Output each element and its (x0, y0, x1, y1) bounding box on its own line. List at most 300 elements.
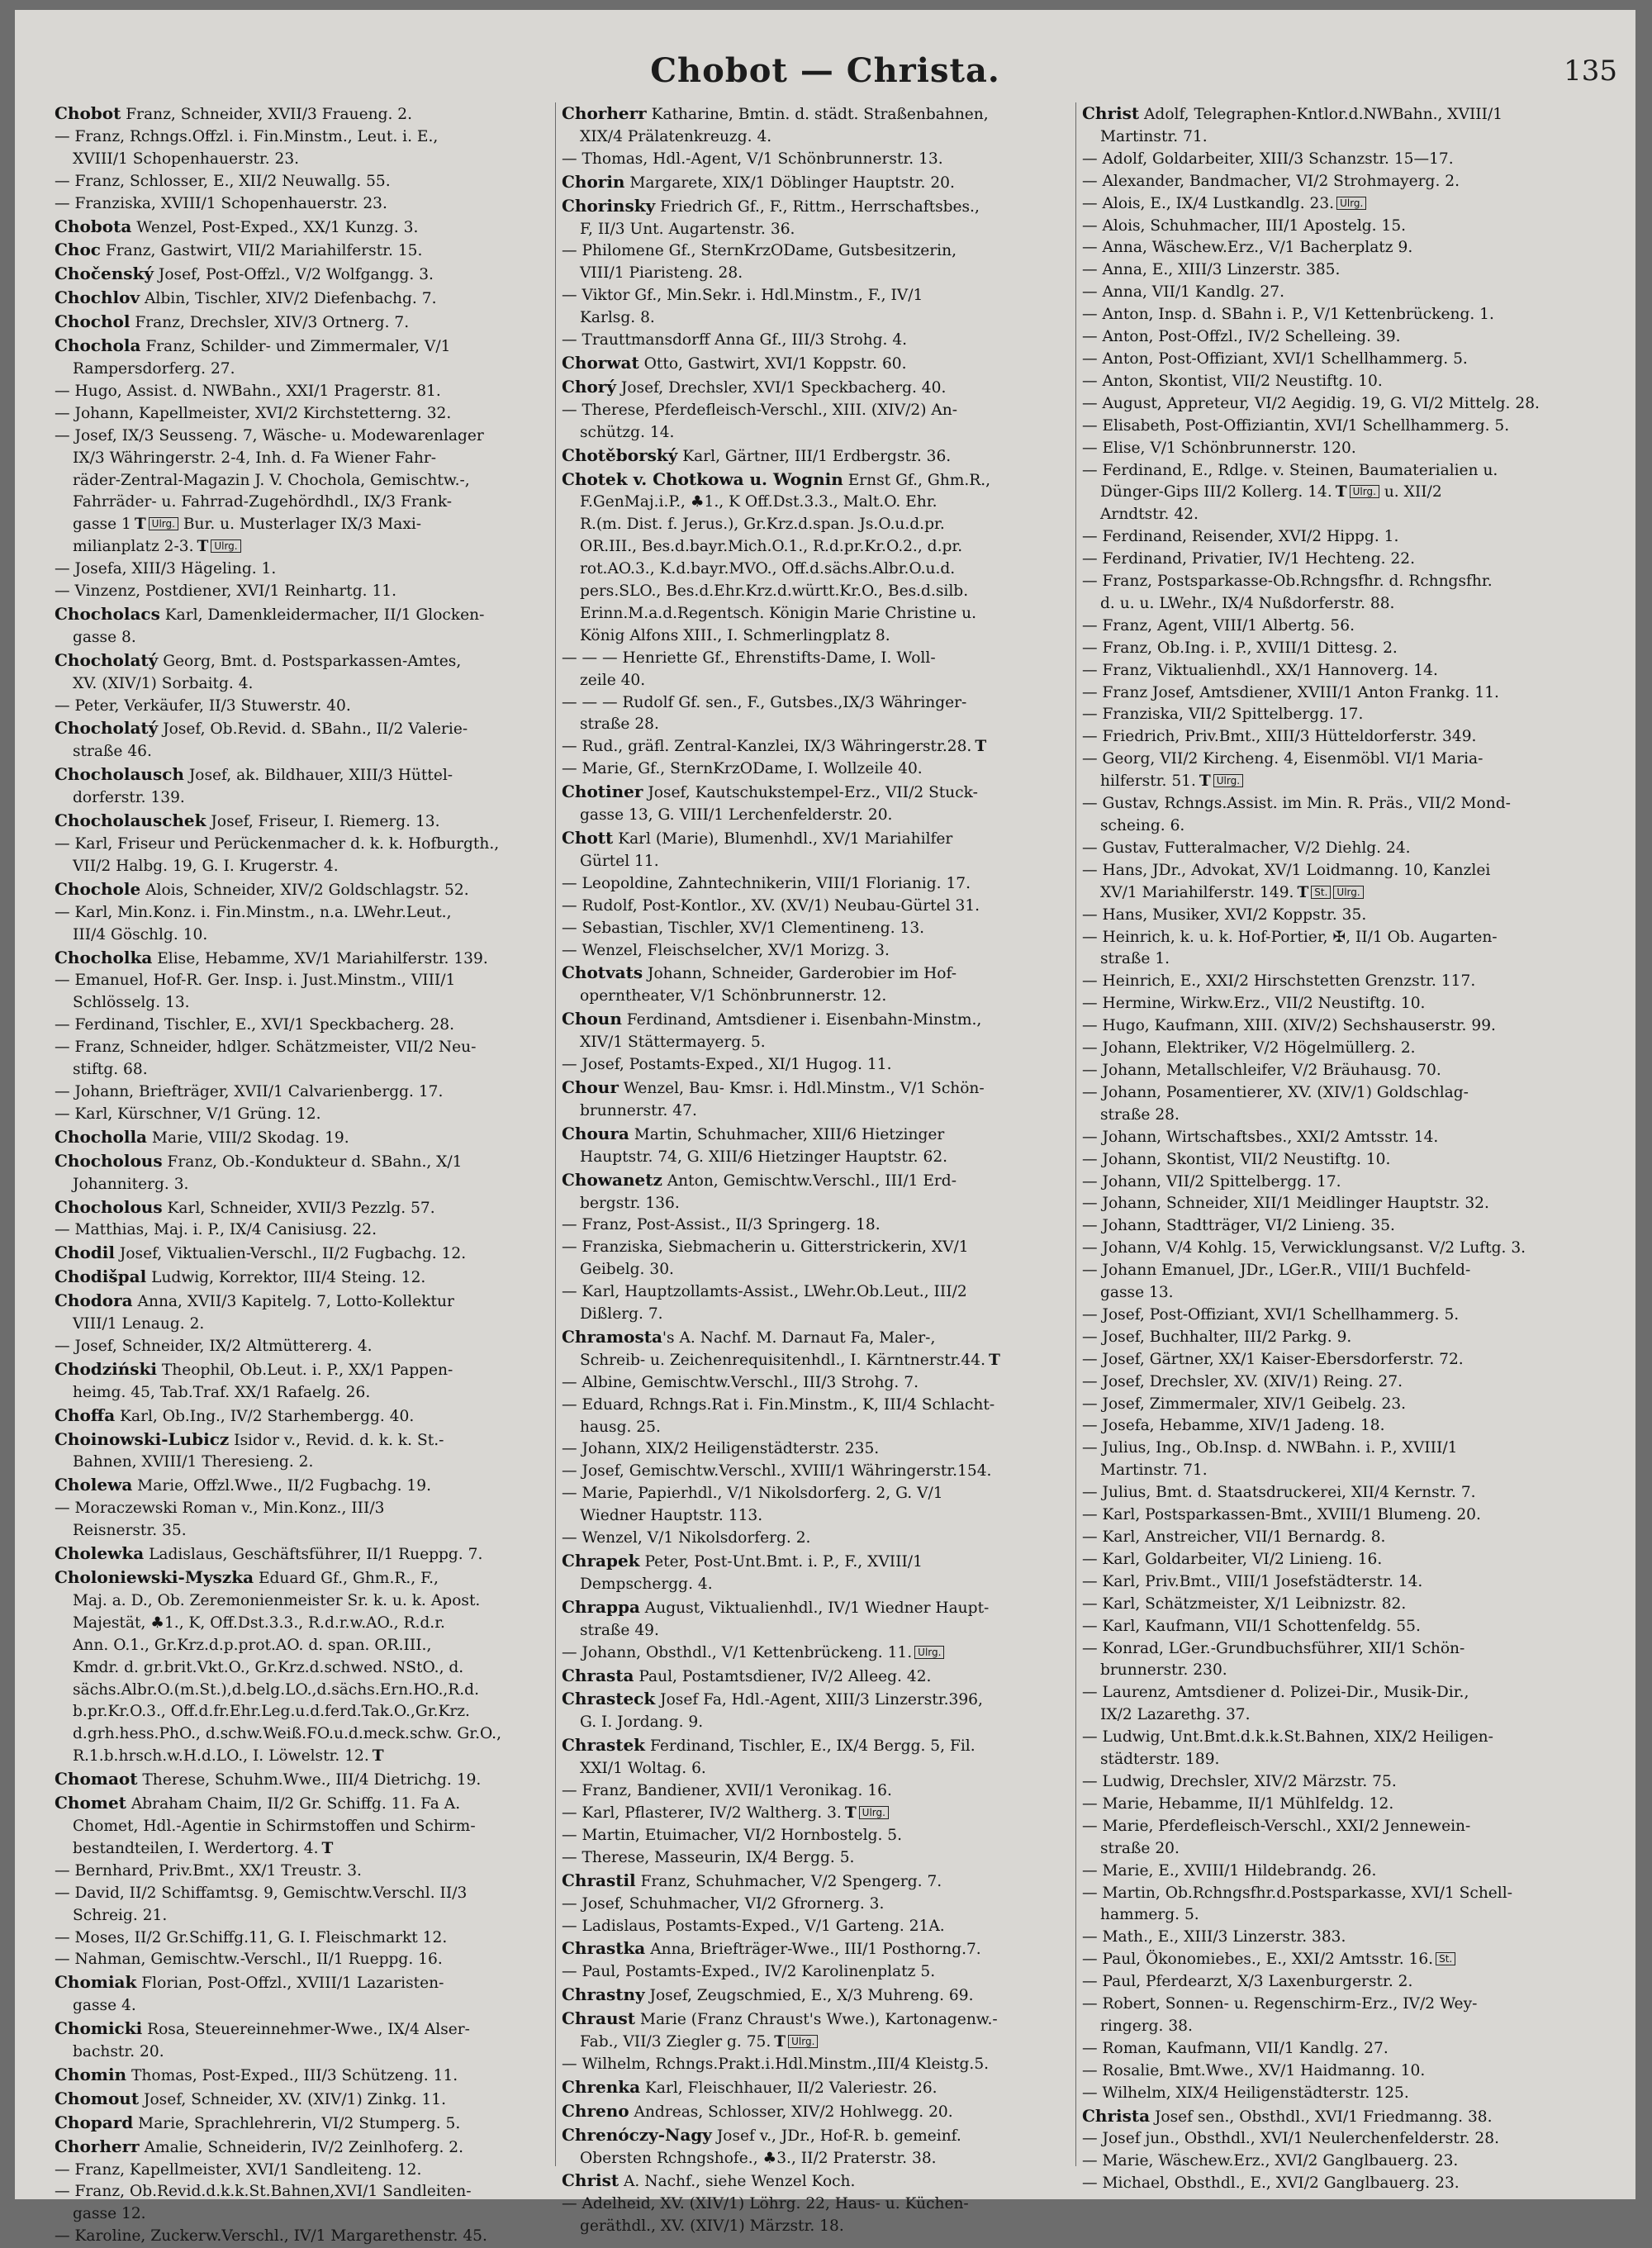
entry-text: — Rosalie, Bmt.Wwe., XV/1 Haidmanng. 10. (1082, 2061, 1426, 2079)
entry-surname: Chomaot (55, 1769, 138, 1789)
directory-entry (55, 216, 562, 240)
directory-entry-line (562, 1620, 1077, 1642)
entry-text: gasse 8. (73, 628, 136, 646)
directory-entry-line (55, 470, 562, 492)
entry-text: Eduard Gf., Ghm.R., F., (254, 1570, 439, 1587)
directory-entry-line (1082, 1149, 1611, 1172)
entry-text: — Albine, Gemischtw.Verschl., III/3 Strohg. 7. (562, 1373, 919, 1391)
directory-entry-line (55, 1680, 562, 1702)
entry-text: d.grh.hess.PhO., d.schw.Weiß.FO.u.d.meck.schw. Gr.O., (73, 1725, 502, 1743)
directory-entry (55, 878, 562, 902)
directory-entry-line (1082, 1838, 1611, 1861)
directory-entry-line (562, 1642, 1077, 1665)
directory-entry-line (1082, 2016, 1611, 2038)
directory-entry-line (1082, 860, 1611, 882)
entry-surname: Chochola (55, 335, 141, 356)
entry-surname: Cholewa (55, 1475, 133, 1495)
entry-text: — Marie, Hebamme, II/1 Mühlfeldg. 12. (1082, 1794, 1394, 1813)
telephone-mark: T (844, 1804, 857, 1822)
entry-text: — Philomene Gf., SternKrzODame, Gutsbesitzerin, (562, 242, 957, 260)
directory-entry-line (1082, 615, 1611, 638)
directory-entry-line (1082, 1305, 1611, 1327)
entry-text: — Martin, Ob.Rchngsfhr.d.Postsparkasse, XVI/1 Schell- (1082, 1884, 1512, 1902)
entry-text: F.GenMaj.i.P., ♣1., K Off.Dst.3.3., Malt.O. Ehr. (580, 493, 938, 511)
entry-text: ringerg. 38. (1100, 2017, 1193, 2035)
directory-entry-line (1082, 971, 1611, 993)
entry-text: straße 20. (1100, 1839, 1180, 1857)
entry-text: — Johann, Obsthdl., V/1 Kettenbrückeng. 11. (562, 1643, 913, 1661)
directory-entry (562, 2124, 1077, 2148)
entry-text: Andreas, Schlosser, XIV/2 Hohlwegg. 20. (629, 2103, 953, 2121)
directory-entry-line (562, 1395, 1077, 1417)
entry-text: XV. (XIV/1) Sorbaitg. 4. (73, 674, 254, 692)
directory-entry-line (1082, 1904, 1611, 1927)
directory-entry-line (1082, 1549, 1611, 1571)
directory-entry-line (1082, 1015, 1611, 1038)
entry-text: Geibelg. 30. (580, 1261, 674, 1279)
phone-badge: St. (1436, 1952, 1455, 1965)
entry-text: — Franz, Rchngs.Offzl. i. Fin.Minstm., Leut. i. E., (55, 127, 439, 145)
directory-entry (562, 2100, 1077, 2124)
directory-entry-line (1082, 193, 1611, 216)
directory-entry-line (55, 741, 562, 763)
directory-entry (1082, 102, 1611, 126)
entry-surname: Chorherr (55, 2136, 140, 2156)
directory-entry-line (1082, 1460, 1611, 1482)
directory-entry-line (1082, 1415, 1611, 1438)
entry-text: VIII/1 Piaristeng. 28. (580, 264, 743, 283)
entry-text: Josef sen., Obsthdl., XVI/1 Friedmanng. 38. (1150, 2108, 1493, 2126)
directory-entry-line (1082, 838, 1611, 860)
directory-entry-line (1082, 1749, 1611, 1771)
entry-text: bergstr. 136. (580, 1194, 680, 1212)
directory-entry-line (55, 1336, 562, 1358)
directory-entry-line (1082, 1527, 1611, 1549)
directory-entry-line (562, 422, 1077, 444)
entry-text: — Anna, Wäschew.Erz., V/1 Bacherplatz 9. (1082, 239, 1413, 257)
directory-entry-line (55, 581, 562, 603)
entry-text: Arndtstr. 42. (1100, 506, 1199, 524)
entry-text: Karlsg. 8. (580, 309, 655, 327)
entry-text: — Robert, Sonnen- u. Regenschirm-Erz., IV/2 Wey- (1082, 1995, 1478, 2013)
entry-surname: Chomiak (55, 1972, 137, 1993)
phone-badge: Ulrg. (788, 2035, 818, 2048)
phone-badge: St. (1311, 886, 1331, 899)
directory-entry-line (562, 1505, 1077, 1528)
entry-text: — Emanuel, Hof-R. Ger. Insp. i. Just.Minstm., VIII/1 (55, 972, 456, 990)
entry-surname: Christ (562, 2170, 620, 2191)
entry-text: Obersten Rchngshofe., ♣3., II/2 Praterstr. 38. (580, 2149, 937, 2167)
entry-text: — August, Appreteur, VI/2 Aegidig. 19, G. VI/2 Mittelg. 28. (1082, 394, 1540, 412)
entry-surname: Chrastil (562, 1870, 636, 1890)
entry-text: straße 49. (580, 1621, 659, 1639)
entry-text: 's A. Nachf. M. Darnaut Fa, Maler-, (662, 1328, 936, 1347)
directory-entry-line (55, 558, 562, 581)
directory-entry-line (562, 1032, 1077, 1054)
directory-entry-line (1082, 1816, 1611, 1838)
directory-entry (562, 781, 1077, 805)
entry-text: — Hermine, Wirkw.Erz., VII/2 Neustiftg. 10. (1082, 995, 1426, 1013)
entry-text: — Sebastian, Tischler, XV/1 Clementineng. 13. (562, 919, 925, 937)
entry-text: — Johann, Kapellmeister, XVI/2 Kirchstetterng. 32. (55, 404, 452, 422)
entry-text: Reisnerstr. 35. (73, 1522, 187, 1540)
entry-text: — Hans, Musiker, XVI/2 Koppstr. 35. (1082, 905, 1367, 924)
entry-text: b.pr.Kr.O.3., Off.d.fr.Ehr.Leg.u.d.ferd.Tak.O.,Gr.Krz. (73, 1703, 470, 1721)
directory-entry (55, 1266, 562, 1290)
entry-text: Johanniterg. 3. (73, 1175, 189, 1193)
directory-entry-line (562, 240, 1077, 263)
directory-entry (55, 717, 562, 741)
entry-surname: Chocholatý (55, 649, 159, 670)
entry-surname: Choc (55, 240, 101, 260)
directory-entry (562, 1870, 1077, 1894)
entry-text: Florian, Post-Offzl., XVIII/1 Lazaristen- (136, 1975, 444, 1993)
entry-text: brunnerstr. 230. (1100, 1661, 1227, 1680)
directory-entry (562, 1123, 1077, 1147)
directory-entry (55, 1428, 562, 1452)
entry-text: Chomet, Hdl.-Agentie in Schirmstoffen und Schirm- (73, 1817, 476, 1835)
directory-entry-line (1082, 2060, 1611, 2083)
directory-entry-line (1082, 1238, 1611, 1260)
directory-entry-line (1082, 638, 1611, 660)
entry-text: XV/1 Mariahilferstr. 149. (1100, 883, 1294, 901)
entry-text: milianplatz 2-3. (73, 538, 194, 556)
entry-text: Ferdinand, Tischler, E., IX/4 Bergg. 5, Fil. (645, 1737, 976, 1756)
directory-entry-line (55, 1498, 562, 1520)
entry-text: — Johann, Posamentierer, XV. (XIV/1) Goldschlag- (1082, 1083, 1469, 1101)
directory-entry (55, 102, 562, 126)
entry-text: bachstr. 20. (73, 2043, 164, 2061)
entry-text: Josef, Kautschukstempel-Erz., VII/2 Stuck- (643, 784, 978, 802)
directory-entry-line (562, 1758, 1077, 1780)
entry-text: — Karl, Kaufmann, VII/1 Schottenfeldg. 55. (1082, 1617, 1421, 1635)
directory-entry-line (562, 1712, 1077, 1734)
directory-entry-line (1082, 1260, 1611, 1282)
directory-entry-line (1082, 771, 1611, 793)
directory-entry (55, 649, 562, 673)
entry-text: Amalie, Schneiderin, IV/2 Zeinlhoferg. 2. (139, 2138, 464, 2156)
directory-entry (55, 2136, 562, 2160)
directory-entry-line (55, 1905, 562, 1927)
directory-entry-line (55, 1816, 562, 1838)
entry-text: — Matthias, Maj. i. P., IX/4 Canisiusg. 22. (55, 1221, 377, 1239)
directory-entry-line (1082, 304, 1611, 326)
entry-text: Hauptstr. 74, G. XIII/6 Hietzinger Hauptstr. 62. (580, 1148, 948, 1166)
directory-entry (55, 810, 562, 834)
directory-entry-line (55, 1059, 562, 1081)
directory-entry (55, 1542, 562, 1566)
entry-text: Fahrräder- u. Fahrrad-Zugehördhdl., IX/3 Frank- (73, 493, 453, 511)
entry-surname: Choloniewski-Myszka (55, 1567, 254, 1587)
phone-badge: Ulrg. (1333, 886, 1363, 899)
directory-entry-line (55, 627, 562, 649)
entry-text: — Franz, Viktualienhdl., XX/1 Hannoverg. 14. (1082, 661, 1438, 679)
directory-entry-line (562, 1417, 1077, 1439)
entry-text: — Moraczewski Roman v., Min.Konz., III/3 (55, 1499, 385, 1518)
directory-entry-line (562, 736, 1077, 758)
entry-text: — Johann, Briefträger, XVII/1 Calvarienbergg. 17. (55, 1082, 444, 1100)
entry-text: — Franziska, XVIII/1 Schopenhauerstr. 23. (55, 194, 387, 212)
directory-entry-line (1082, 2038, 1611, 2060)
entry-text: Theophil, Ob.Leut. i. P., XX/1 Pappen- (157, 1361, 453, 1379)
entry-surname: Chocholacs (55, 603, 160, 624)
entry-text: Karl, Gärtner, III/1 Erdbergstr. 36. (677, 447, 952, 465)
entry-surname: Chopard (55, 2112, 134, 2132)
directory-entry (55, 603, 562, 627)
directory-entry (562, 468, 1077, 492)
entry-text: — Ludwig, Unt.Bmt.d.k.k.St.Bahnen, XIX/2 Heiligen- (1082, 1728, 1493, 1747)
entry-text: Abraham Chaim, II/2 Gr. Schiffg. 11. Fa A. (126, 1795, 461, 1813)
entry-text: — Marie, Pferdefleisch-Verschl., XXI/2 Jennewein- (1082, 1817, 1471, 1835)
directory-entry (562, 2076, 1077, 2100)
directory-entry-line (562, 1825, 1077, 1847)
entry-text: rot.AO.3., K.d.bayr.MVO., Off.d.sächs.Albr.O.u.d. (580, 560, 956, 578)
entry-surname: Chorin (562, 171, 625, 192)
directory-entry (55, 287, 562, 311)
entry-surname: Chodora (55, 1290, 133, 1311)
directory-entry-line (1082, 1082, 1611, 1105)
entry-surname: Choura (562, 1123, 629, 1143)
entry-text: — Moses, II/2 Gr.Schiffg.11, G. I. Fleischmarkt 12. (55, 1928, 448, 1946)
entry-text: operntheater, V/1 Schönbrunnerstr. 12. (580, 987, 887, 1005)
directory-entry-line (55, 2181, 562, 2203)
entry-text: Franz, Drechsler, XIV/3 Ortnerg. 7. (130, 314, 410, 332)
directory-entry-line (55, 1861, 562, 1883)
entry-text: — Martin, Etuimacher, VI/2 Hornbostelg. 5. (562, 1826, 903, 1844)
entry-text: — Therese, Pferdefleisch-Verschl., XIII. (XIV/2) An- (562, 401, 958, 419)
entry-text: — Anna, E., XIII/3 Linzerstr. 385. (1082, 261, 1341, 279)
directory-entry-line (1082, 1883, 1611, 1905)
entry-surname: Chocholka (55, 947, 153, 967)
entry-text: Friedrich Gf., F., Rittm., Herrschaftsbes., (655, 197, 980, 216)
entry-text: Margarete, XIX/1 Döblinger Hauptstr. 20. (624, 173, 955, 192)
entry-text: d. u. u. LWehr., IX/4 Nußdorferstr. 88. (1100, 594, 1395, 612)
entry-text: König Alfons XIII., I. Schmerlingplatz 8. (580, 626, 890, 644)
entry-text: — Karoline, Zuckerw.Verschl., IV/1 Margarethenstr. 45. (55, 2227, 487, 2246)
directory-entry (55, 1792, 562, 1816)
entry-text: — Ladislaus, Postamts-Exped., V/1 Garteng. 21A. (562, 1917, 945, 1935)
directory-entry-line (55, 2226, 562, 2248)
directory-entry-line (1082, 1060, 1611, 1082)
directory-entry-line (562, 492, 1077, 514)
directory-entry-line (55, 1174, 562, 1196)
directory-entry (562, 1326, 1077, 1350)
entry-surname: Cholewka (55, 1543, 145, 1564)
entry-text: Karl, Fleischhauer, II/2 Valeriestr. 26. (640, 2079, 938, 2097)
entry-text: Josef, Drechsler, XVI/1 Speckbacherg. 40. (615, 378, 947, 397)
entry-text: — Paul, Pferdearzt, X/3 Laxenburgerstr. 2. (1082, 1973, 1413, 1991)
entry-surname: Chochole (55, 878, 141, 899)
entry-text: Anna, Briefträger-Wwe., III/1 Posthorng.7. (645, 1941, 981, 1959)
entry-text: hammerg. 5. (1100, 1906, 1199, 1924)
entry-text: Dempschergg. 4. (580, 1575, 713, 1593)
directory-entry-line (55, 536, 562, 558)
directory-entry (562, 352, 1077, 376)
directory-entry-line (55, 696, 562, 718)
entry-text: Anna, XVII/3 Kapitelg. 7, Lotto-Kollektur (132, 1293, 454, 1311)
entry-surname: Chocholous (55, 1196, 163, 1217)
entry-text: Wenzel, Post-Exped., XX/1 Kunzg. 3. (131, 218, 419, 236)
entry-text: — Gustav, Rchngs.Assist. im Min. R. Präs., VII/2 Mond- (1082, 795, 1511, 813)
entry-text: — — — Rudolf Gf. sen., F., Gutsbes.,IX/3 Währinger- (562, 693, 967, 711)
directory-entry-line (55, 902, 562, 924)
entry-text: — Ferdinand, Privatier, IV/1 Hechteng. 22. (1082, 550, 1416, 568)
entry-text: Johann, Schneider, Garderobier im Hof- (643, 965, 957, 983)
entry-text: — Anton, Post-Offzl., IV/2 Schelleing. 39. (1082, 328, 1401, 346)
entry-text: Marie, Sprachlehrerin, VI/2 Stumperg. 5. (133, 2114, 461, 2132)
entry-surname: Chocholla (55, 1126, 148, 1147)
directory-entry (562, 171, 1077, 195)
directory-entry-line (1082, 660, 1611, 682)
directory-entry-line (562, 1916, 1077, 1938)
telephone-mark: T (989, 1351, 1000, 1369)
directory-entry-line (562, 940, 1077, 962)
entry-text: — Karl, Goldarbeiter, VI/2 Linieng. 16. (1082, 1550, 1383, 1568)
directory-column-1 (55, 102, 562, 2246)
entry-surname: Chrastny (562, 1984, 645, 2005)
entry-text: — Karl, Schätzmeister, X/1 Leibnizstr. 82. (1082, 1595, 1407, 1613)
entry-surname: Chotěborský (562, 444, 678, 465)
directory-entry-line (1082, 549, 1611, 571)
directory-entry-line (1082, 460, 1611, 482)
entry-text: — Johann, Schneider, XII/1 Meidlinger Hauptstr. 32. (1082, 1195, 1489, 1213)
entry-text: — Math., E., XIII/3 Linzerstr. 383. (1082, 1928, 1346, 1946)
directory-entry-line (55, 1838, 562, 1861)
entry-text: Wenzel, Bau- Kmsr. i. Hdl.Minstm., V/1 Schön- (618, 1079, 985, 1097)
directory-entry-line (1082, 1927, 1611, 1949)
entry-text: — Hugo, Assist. d. NWBahn., XXI/1 Pragerstr. 81. (55, 382, 441, 400)
entry-surname: Chobot (55, 103, 121, 123)
entry-text: — Rudolf, Post-Kontlor., XV. (XV/1) Neubau-Gürtel 31. (562, 896, 980, 915)
entry-text: — Anton, Skontist, VII/2 Neustiftg. 10. (1082, 372, 1383, 390)
entry-surname: Chowanetz (562, 1169, 662, 1190)
telephone-mark: T (1335, 483, 1347, 501)
entry-text: schützg. 14. (580, 423, 675, 441)
entry-text: Dißlerg. 7. (580, 1305, 663, 1324)
directory-entry-line (55, 1635, 562, 1657)
entry-surname: Chrappa (562, 1596, 640, 1617)
entry-text: Rampersdorferg. 27. (73, 359, 235, 378)
directory-entry-line (1082, 1682, 1611, 1704)
entry-text: — Anton, Post-Offiziant, XVI/1 Schellhammerg. 5. (1082, 349, 1468, 368)
entry-text: Marie, Offzl.Wwe., II/2 Fugbachg. 19. (132, 1477, 432, 1495)
entry-surname: Chramosta (562, 1326, 662, 1347)
directory-column-2 (562, 102, 1077, 2236)
directory-entry (55, 947, 562, 971)
phone-badge: Ulrg. (211, 539, 240, 553)
directory-entry-line (1082, 349, 1611, 371)
entry-text: Dünger-Gips III/2 Kollerg. 14. (1100, 483, 1332, 501)
directory-entry-line (1082, 1349, 1611, 1371)
directory-entry-line (55, 126, 562, 149)
entry-text: Karl, Ob.Ing., IV/2 Starhembergg. 40. (115, 1407, 415, 1425)
entry-text: Bahnen, XVIII/1 Theresieng. 2. (73, 1453, 314, 1471)
entry-text: bestandteilen, I. Werdertorg. 4. (73, 1839, 319, 1857)
directory-entry (562, 444, 1077, 468)
entry-text: Fab., VII/3 Ziegler g. 75. (580, 2033, 771, 2051)
directory-entry (562, 1550, 1077, 1574)
entry-text: straße 28. (580, 715, 659, 734)
directory-entry-line (562, 400, 1077, 422)
directory-entry-line (55, 673, 562, 696)
entry-text: Ernst Gf., Ghm.R., (843, 471, 991, 489)
entry-text: G. I. Jordang. 9. (580, 1713, 704, 1732)
entry-text: Ann. O.1., Gr.Krz.d.p.prot.AO. d. span. OR.III., (73, 1636, 432, 1654)
entry-text: — Nahman, Gemischtw.-Verschl., II/1 Rueppg. 16. (55, 1951, 443, 1969)
directory-entry-line (55, 1657, 562, 1680)
entry-text: Karl (Marie), Blumenhdl., XV/1 Mariahilfer (613, 830, 953, 848)
directory-entry-line (1082, 1861, 1611, 1883)
directory-entry-line (1082, 126, 1611, 149)
directory-entry-line (55, 1452, 562, 1474)
entry-text: — Alois, Schuhmacher, III/1 Apostelg. 15. (1082, 216, 1407, 235)
directory-entry-line (55, 403, 562, 425)
entry-text: Georg, Bmt. d. Postsparkassen-Amtes, (158, 652, 462, 670)
directory-entry-line (55, 1995, 562, 2017)
directory-entry (55, 1566, 562, 1590)
directory-entry-line (562, 1147, 1077, 1169)
entry-text-continued: Bur. u. Musterlager IX/3 Maxi- (178, 516, 422, 534)
directory-entry-line (1082, 2173, 1611, 2195)
entry-text: Schlösselg. 13. (73, 994, 190, 1012)
directory-entry-line (562, 514, 1077, 536)
directory-entry (562, 2170, 1077, 2193)
entry-text: Ludwig, Korrektor, III/4 Steing. 12. (146, 1269, 426, 1287)
directory-entry-line (55, 492, 562, 514)
directory-entry-line (562, 330, 1077, 352)
directory-entry (55, 1358, 562, 1382)
directory-entry (55, 1768, 562, 1792)
directory-entry-line (562, 1304, 1077, 1326)
directory-entry-line (1082, 326, 1611, 349)
directory-entry-line (1082, 1571, 1611, 1594)
entry-text: — Karl, Anstreicher, VII/1 Bernardg. 8. (1082, 1528, 1386, 1546)
entry-text: Josef, ak. Bildhauer, XIII/3 Hüttel- (183, 767, 453, 785)
directory-entry-line (562, 1894, 1077, 1916)
directory-entry-line (562, 805, 1077, 827)
entry-text: — Franz, Schlosser, E., XII/2 Neuwallg. 55. (55, 172, 391, 190)
directory-entry-line (1082, 2151, 1611, 2173)
directory-entry-line (1082, 1172, 1611, 1194)
entry-surname: Choinowski-Lubicz (55, 1428, 230, 1449)
directory-entry-line (562, 1961, 1077, 1984)
directory-entry-line (1082, 793, 1611, 815)
directory-entry-line (1082, 216, 1611, 238)
entry-text: August, Viktualienhdl., IV/1 Wiedner Haupt- (639, 1599, 990, 1617)
entry-text: — Vinzenz, Postdiener, XVI/1 Reinhartg. 11. (55, 582, 397, 601)
directory-entry-line (1082, 1771, 1611, 1794)
directory-entry (55, 1196, 562, 1220)
entry-text: — Franz, Post-Assist., II/3 Springerg. 18. (562, 1216, 881, 1234)
directory-entry-line (562, 1461, 1077, 1483)
directory-entry-line (562, 1483, 1077, 1505)
directory-entry-line (562, 1574, 1077, 1596)
entry-surname: Chotvats (562, 962, 643, 983)
entry-text: — Franz Josef, Amtsdiener, XVIII/1 Anton Frankg. 11. (1082, 683, 1499, 701)
entry-text: — Johann, Skontist, VII/2 Neustiftg. 10. (1082, 1150, 1391, 1168)
directory-page (15, 10, 1635, 2246)
directory-entry-line (55, 1081, 562, 1104)
entry-surname: Chocholous (55, 1150, 163, 1171)
entry-surname: Chomout (55, 2088, 140, 2108)
entry-surname: Choffa (55, 1404, 116, 1425)
entry-text: Marie (Franz Chraust's Wwe.), Kartonagenw.- (635, 2011, 998, 2029)
entry-text: — Eduard, Rchngs.Rat i. Fin.Minstm., K, III/4 Schlacht- (562, 1395, 995, 1414)
telephone-mark: T (197, 538, 209, 556)
directory-entry-line (1082, 1727, 1611, 1749)
entry-text: — Heinrich, k. u. k. Hof-Portier, ✠, II/1 Ob. Augarten- (1082, 928, 1498, 946)
directory-entry-line (1082, 1438, 1611, 1460)
